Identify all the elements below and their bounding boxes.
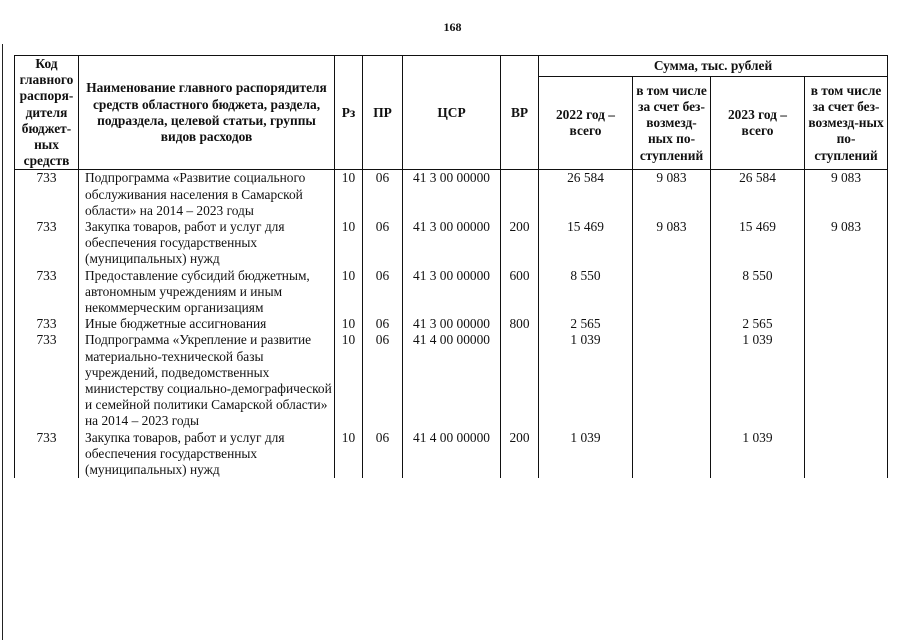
cell-2022-total: 2 565 [539,316,633,332]
cell-pr: 06 [363,268,403,317]
cell-2023-total: 1 039 [711,332,805,429]
header-vr: ВР [501,56,539,170]
cell-rz: 10 [335,332,363,429]
cell-2022-total: 1 039 [539,332,633,429]
cell-code: 733 [15,219,79,268]
table-row [15,332,888,429]
cell-2022-total: 8 550 [539,268,633,317]
page-number: 168 [443,20,462,34]
cell-rz: 10 [335,430,363,479]
header-pr: ПР [363,56,403,170]
cell-2023-free: 9 083 [805,170,888,219]
cell-2023-free [805,268,888,317]
cell-name: Подпрограмма «Укрепление и развитие материально-технической базы учреждений, подведомственных министерству социально-демографической и семейной политики Самарской области» на 2014 – 2023 годы [79,332,335,429]
cell-csr: 41 4 00 00000 [403,430,501,479]
cell-name: Закупка товаров, работ и услуг для обеспечения государственных (муниципальных) нужд [79,219,335,268]
table-row [15,430,888,479]
cell-code: 733 [15,430,79,479]
header-sum-group: Сумма, тыс. рублей [539,56,888,77]
cell-csr: 41 3 00 00000 [403,219,501,268]
header-rz: Рз [335,56,363,170]
header-2022-total: 2022 год – всего [539,77,633,170]
cell-2022-total: 15 469 [539,219,633,268]
cell-rz: 10 [335,268,363,317]
cell-rz: 10 [335,316,363,332]
cell-name: Подпрограмма «Развитие социального обслуживания населения в Самарской области» на 2014 – 2023 годы [79,170,335,219]
table-row [15,219,888,268]
cell-2022-free: 9 083 [633,170,711,219]
cell-vr: 800 [501,316,539,332]
cell-2023-free: 9 083 [805,219,888,268]
cell-csr: 41 4 00 00000 [403,332,501,429]
page-edge-rule [2,44,3,640]
cell-2023-free [805,430,888,479]
cell-pr: 06 [363,316,403,332]
cell-pr: 06 [363,430,403,479]
cell-2023-free [805,332,888,429]
cell-2022-free [633,316,711,332]
cell-2022-free [633,332,711,429]
cell-pr: 06 [363,332,403,429]
cell-code: 733 [15,170,79,219]
cell-2023-total: 8 550 [711,268,805,317]
cell-2023-total: 1 039 [711,430,805,479]
header-csr: ЦСР [403,56,501,170]
table-row [15,170,888,219]
cell-2023-free [805,316,888,332]
table-row [15,316,888,332]
cell-pr: 06 [363,170,403,219]
budget-table [14,55,888,478]
cell-2022-free [633,430,711,479]
cell-vr [501,332,539,429]
cell-name: Иные бюджетные ассигнования [79,316,335,332]
cell-2023-total: 2 565 [711,316,805,332]
cell-rz: 10 [335,219,363,268]
cell-vr: 200 [501,430,539,479]
cell-2022-total: 1 039 [539,430,633,479]
cell-2022-total: 26 584 [539,170,633,219]
header-name: Наименование главного распорядителя средств областного бюджета, раздела, подраздела, целевой статьи, группы видов расходов [79,56,335,170]
header-2023-free: в том числе за счет без-возмезд-ных по-ступлений [805,77,888,170]
cell-2023-total: 26 584 [711,170,805,219]
cell-csr: 41 3 00 00000 [403,170,501,219]
cell-vr: 600 [501,268,539,317]
cell-code: 733 [15,332,79,429]
cell-vr [501,170,539,219]
cell-csr: 41 3 00 00000 [403,268,501,317]
cell-code: 733 [15,268,79,317]
cell-2022-free [633,268,711,317]
cell-2022-free: 9 083 [633,219,711,268]
cell-csr: 41 3 00 00000 [403,316,501,332]
header-code: Код главного распоря-дителя бюджет-ных средств [15,56,79,170]
cell-rz: 10 [335,170,363,219]
cell-vr: 200 [501,219,539,268]
table-row [15,268,888,317]
header-2022-free: в том числе за счет без-возмезд-ных по-ступлений [633,77,711,170]
cell-name: Предоставление субсидий бюджетным, автономным учреждениям и иным некоммерческим организациям [79,268,335,317]
cell-name: Закупка товаров, работ и услуг для обеспечения государственных (муниципальных) нужд [79,430,335,479]
cell-pr: 06 [363,219,403,268]
table-header [15,56,888,170]
cell-code: 733 [15,316,79,332]
cell-2023-total: 15 469 [711,219,805,268]
header-2023-total: 2023 год – всего [711,77,805,170]
